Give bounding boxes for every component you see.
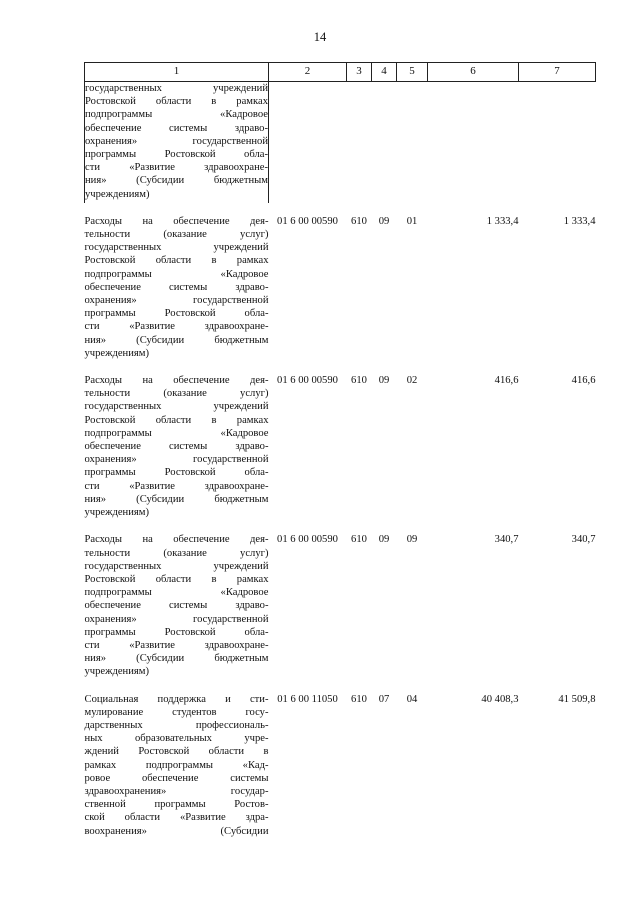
description-line: Социальная поддержка и сти-: [84, 693, 269, 705]
row-amount-year2: [519, 82, 596, 203]
row-description: [85, 362, 269, 521]
row-code: 01 6 00 11050: [277, 693, 338, 705]
row-section: [372, 82, 397, 203]
page-number: 14: [313, 30, 327, 44]
description-line: учреждениям): [84, 347, 149, 359]
row-expense-type: 610: [351, 534, 367, 546]
table-row: [85, 681, 596, 840]
description-line: охранения» государственной: [84, 454, 269, 466]
description-line: сти «Развитие здравоохране-: [84, 639, 269, 651]
description-line: подпрограммы «Кадровое: [85, 109, 268, 121]
header-col-7: 7: [519, 63, 596, 82]
description-line: обеспечение системы здраво-: [84, 441, 269, 453]
description-line: обеспечение системы здраво-: [85, 122, 268, 134]
table-row: [85, 82, 596, 203]
description-line: Ростовской области в рамках: [85, 96, 268, 108]
description-line: государственных учреждений: [84, 401, 269, 413]
row-code: 01 6 00 00590: [277, 534, 338, 546]
description-line: подпрограммы «Кадровое: [84, 268, 269, 280]
description-line: охранения» государственной: [85, 135, 268, 147]
row-amount-year2: 416,6: [571, 375, 596, 387]
row-subsection: 01: [406, 215, 418, 227]
row-expense-type: [347, 82, 372, 203]
description-line: обеспечение системы здраво-: [84, 281, 269, 293]
header-col-4: 4: [372, 63, 397, 82]
table-row: [85, 362, 596, 521]
row-section: 09: [378, 215, 390, 227]
description-line: мулирование студентов госу-: [84, 706, 269, 718]
description-line: Расходы на обеспечение дея-: [84, 215, 269, 227]
description-line: сти «Развитие здравоохране-: [85, 162, 268, 174]
description-line: воохранения» (Субсидии: [84, 825, 269, 837]
description-line: ской области «Развитие здра-: [84, 812, 269, 824]
description-line: учреждениям): [85, 188, 150, 200]
budget-table: [84, 62, 596, 840]
row-amount-year2: 41 509,8: [558, 693, 596, 705]
row-amount-year1: [428, 82, 519, 203]
description-line: программы Ростовской обла-: [85, 149, 268, 161]
description-line: сти «Развитие здравоохране-: [84, 480, 269, 492]
description-line: здравоохранения» государ-: [84, 785, 269, 797]
description-line: государственных учреждений: [84, 560, 269, 572]
description-line: подпрограммы «Кадровое: [84, 427, 269, 439]
row-section: 09: [378, 534, 390, 546]
description-line: ных образовательных учре-: [84, 733, 269, 745]
row-code: 01 6 00 00590: [277, 375, 338, 387]
row-amount-year2: 1 333,4: [563, 215, 596, 227]
description-line: тельности (оказание услуг): [84, 547, 269, 559]
description-line: ственной программы Ростов-: [84, 799, 269, 811]
table-row: [85, 203, 596, 362]
row-amount-year1: 1 333,4: [486, 215, 519, 227]
description-line: ния» (Субсидии бюджетным: [84, 653, 269, 665]
description-line: подпрограммы «Кадровое: [84, 587, 269, 599]
row-amount-year1: 40 408,3: [481, 693, 519, 705]
description-line: охранения» государственной: [84, 295, 269, 307]
description-line: тельности (оказание услуг): [84, 229, 269, 241]
row-section: 09: [378, 375, 390, 387]
row-description: [85, 681, 269, 840]
description-line: ровое обеспечение системы: [84, 772, 269, 784]
description-line: Расходы на обеспечение дея-: [84, 534, 269, 546]
description-line: Ростовской области в рамках: [84, 414, 269, 426]
description-line: ждений Ростовской области в: [84, 746, 269, 758]
row-expense-type: 610: [351, 215, 367, 227]
row-amount-year1: 416,6: [494, 375, 519, 387]
description-line: рамках подпрограммы «Кад-: [84, 759, 269, 771]
description-line: программы Ростовской обла-: [84, 467, 269, 479]
description-line: Расходы на обеспечение дея-: [84, 375, 269, 387]
row-description: [85, 203, 269, 362]
table-row: [85, 521, 596, 680]
description-line: Ростовской области в рамках: [84, 255, 269, 267]
row-section: 07: [378, 693, 390, 705]
description-line: ния» (Субсидии бюджетным: [84, 493, 269, 505]
row-subsection: [397, 82, 428, 203]
description-line: обеспечение системы здраво-: [84, 600, 269, 612]
row-subsection: 09: [406, 534, 418, 546]
description-line: ния» (Субсидии бюджетным: [84, 334, 269, 346]
description-line: сти «Развитие здравоохране-: [84, 321, 269, 333]
description-line: тельности (оказание услуг): [84, 388, 269, 400]
description-line: дарственных профессиональ-: [84, 719, 269, 731]
row-amount-year2: 340,7: [571, 534, 596, 546]
header-col-3: 3: [347, 63, 372, 82]
description-line: учреждениям): [84, 666, 149, 678]
description-line: Ростовской области в рамках: [84, 573, 269, 585]
description-line: государственных учреждений: [85, 83, 268, 94]
description-line: учреждениям): [84, 507, 149, 519]
row-description: [85, 82, 269, 203]
header-row: [85, 63, 596, 82]
row-expense-type: 610: [351, 693, 367, 705]
header-col-2: 2: [269, 63, 347, 82]
row-amount-year1: 340,7: [494, 534, 519, 546]
description-line: государственных учреждений: [84, 242, 269, 254]
row-subsection: 04: [406, 693, 418, 705]
header-col-1: 1: [85, 63, 269, 82]
description-line: программы Ростовской обла-: [84, 308, 269, 320]
row-code: 01 6 00 00590: [277, 215, 338, 227]
row-subsection: 02: [406, 375, 418, 387]
description-line: ния» (Субсидии бюджетным: [85, 175, 268, 187]
row-code: [269, 82, 347, 203]
header-col-6: 6: [428, 63, 519, 82]
row-expense-type: 610: [351, 375, 367, 387]
description-line: программы Ростовской обла-: [84, 626, 269, 638]
header-col-5: 5: [397, 63, 428, 82]
description-line: охранения» государственной: [84, 613, 269, 625]
row-description: [85, 521, 269, 680]
